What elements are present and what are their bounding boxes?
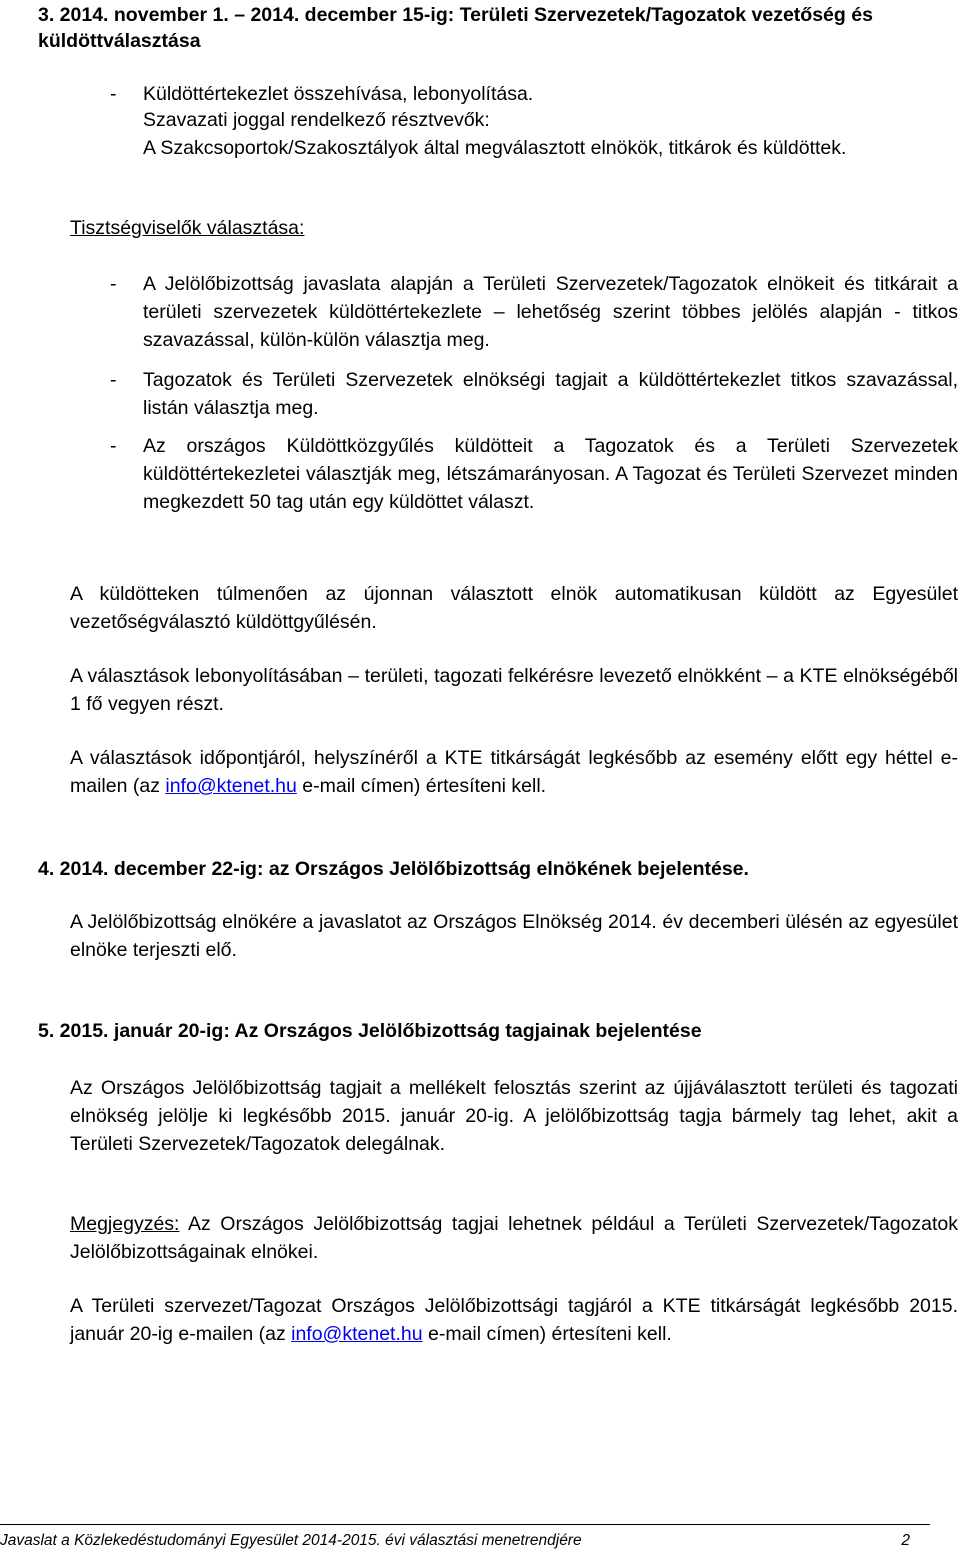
list-dash: -	[110, 83, 117, 105]
footer-divider	[0, 1524, 930, 1525]
notify-text-after: e-mail címen) értesíteni kell.	[296, 775, 547, 797]
section-5-heading: 5. 2015. január 20-ig: Az Országos Jelölőbizottság tagjainak bejelentése	[38, 1020, 702, 1042]
bullet-nomination-committee: A Jelölőbizottság javaslata alapján a Területi Szervezetek/Tagozatok elnökeit és titkárait a területi szervezetek küldöttértekezlete – lehetőség szerint többes jelölés alapján - titkos szavazással, külön-külön választja meg.	[143, 273, 958, 351]
voting-participants-label: Szavazati joggal rendelkező résztvevők:	[143, 109, 490, 131]
list-dash: -	[110, 369, 117, 391]
note-text: Az Országos Jelölőbizottság tagjai lehetnek például a Területi Szervezetek/Tagozatok Jelölőbizottságainak elnökei.	[70, 1213, 958, 1263]
footer-title: Javaslat a Közlekedéstudományi Egyesület 2014-2015. évi választási menetrendjére	[0, 1532, 582, 1549]
notify-text-before: A választások időpontjáról, helyszínéről a KTE titkárságát legkésőbb az esemény előtt egy héttel e-mailen (az	[70, 747, 958, 797]
paragraph-committee-chair: A Jelölőbizottság elnökére a javaslatot az Országos Elnökség 2014. év decemberi ülésén az egyesület elnöke terjeszti elő.	[70, 911, 958, 961]
notify-members-after: e-mail címen) értesíteni kell.	[422, 1323, 672, 1345]
officers-election-label-text: Tisztségviselők választása:	[70, 217, 305, 239]
email-link[interactable]: info@ktenet.hu	[291, 1323, 423, 1345]
notify-members-before: A Területi szervezet/Tagozat Országos Jelölőbizottsági tagjáról a KTE titkárságát legkésőbb 2015. január 20-ig e-mailen (az	[70, 1295, 958, 1345]
note-label: Megjegyzés:	[70, 1213, 180, 1235]
paragraph-note	[70, 1210, 958, 1266]
bullet-board-members: Tagozatok és Területi Szervezetek elnökségi tagjait a küldöttértekezlet titkos szavazással, listán választja meg.	[143, 369, 958, 419]
page-footer	[0, 1530, 910, 1552]
voting-participants-text: A Szakcsoportok/Szakosztályok által megválasztott elnökök, titkárok és küldöttek.	[143, 137, 847, 159]
paragraph-president-delegate: A küldötteken túlmenően az újonnan választott elnök automatikusan küldött az Egyesület vezetőségválasztó küldöttgyűlésén.	[70, 583, 958, 633]
section-4-heading: 4. 2014. december 22-ig: az Országos Jelölőbizottság elnökének bejelentése.	[38, 858, 749, 880]
list-dash: -	[110, 273, 117, 295]
bullet-national-delegates: Az országos Küldöttközgyűlés küldötteit a Tagozatok és a Területi Szervezetek küldöttértekezletei választják meg, létszámarányosan. A Tagozat és Területi Szervezet minden megkezdett 50 tag után egy küldöttet választ.	[143, 435, 958, 513]
officers-election-label	[70, 214, 958, 242]
paragraph-election-chair: A választások lebonyolításában – területi, tagozati felkérésre levezető elnökként – a KTE elnökségéből 1 fő vegyen részt.	[70, 665, 958, 715]
paragraph-notify-secretariat	[70, 744, 958, 800]
email-link[interactable]: info@ktenet.hu	[165, 775, 297, 797]
paragraph-notify-members	[70, 1292, 958, 1348]
page-number: 2	[901, 1532, 910, 1549]
paragraph-committee-members: Az Országos Jelölőbizottság tagjait a mellékelt felosztás szerint az újjáválasztott területi és tagozati elnökség jelölje ki legkésőbb 2015. január 20-ig. A jelölőbizottság tagja bármely tag lehet, akit a Területi Szervezetek/Tagozatok delegálnak.	[70, 1077, 958, 1155]
list-dash: -	[110, 435, 117, 457]
bullet-convene-assembly: Küldöttértekezlet összehívása, lebonyolítása.	[143, 83, 534, 105]
section-3-heading: 3. 2014. november 1. – 2014. december 15-ig: Területi Szervezetek/Tagozatok vezetőség és küldöttválasztása	[38, 4, 873, 52]
